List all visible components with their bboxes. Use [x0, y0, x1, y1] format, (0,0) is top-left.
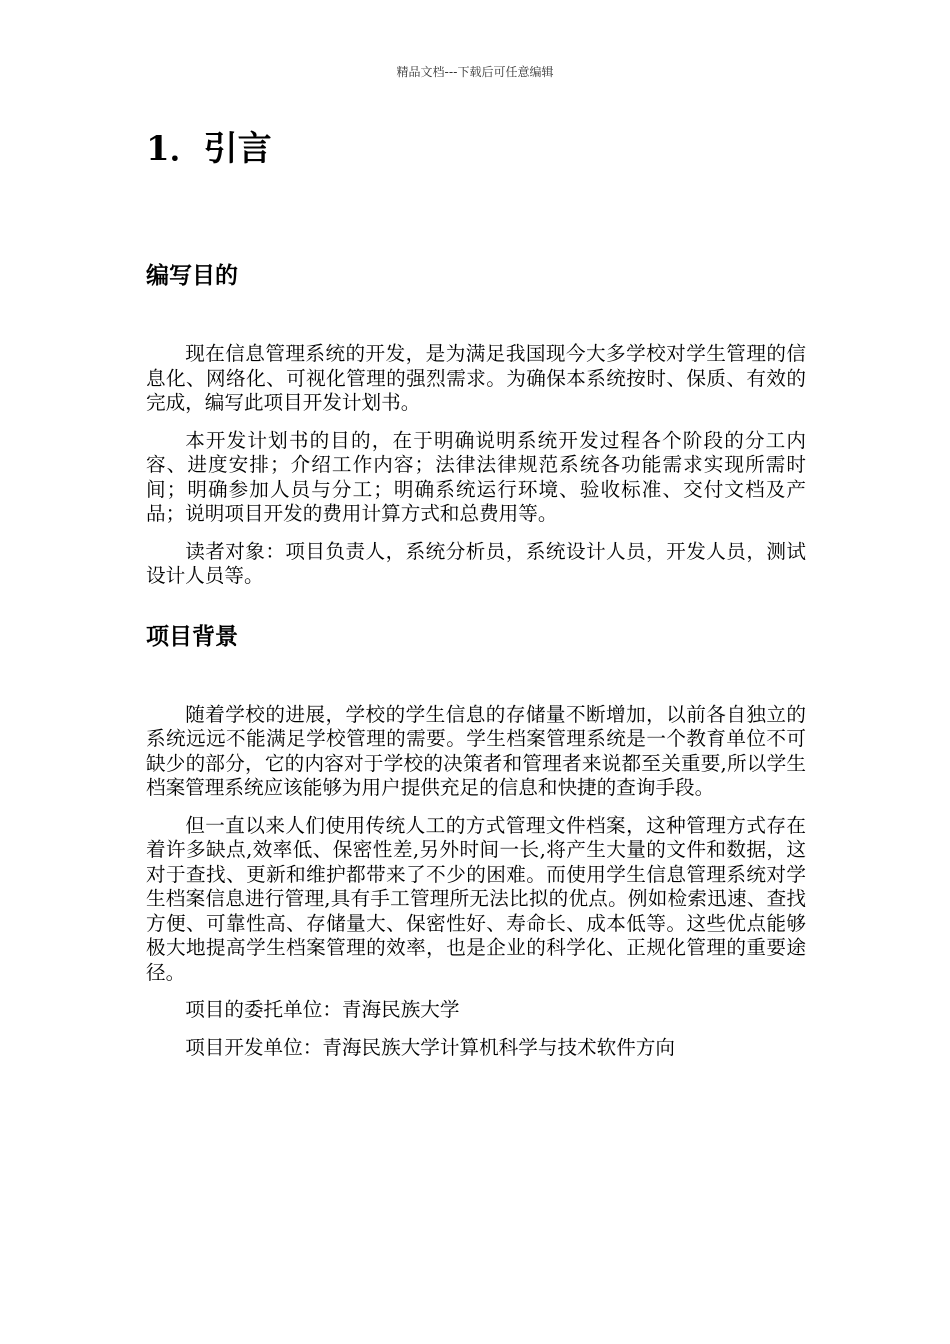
paragraph: 但一直以来人们使用传统人工的方式管理文件档案，这种管理方式存在着许多缺点,效率低、保密性差,另外时间一长,将产生大量的文件和数据，这对于查找、更新和维护都带来了不少的困难。而使用学生信息管理系统对学生档案信息进行管理,具有手工管理所无法比拟的优点。例如检索迅速、查找方便、可靠性高、存储量大、保密性好、寿命长、成本低等。这些优点能够极大地提高学生档案管理的效率，也是企业的科学化、正规化管理的重要途径。 — [146, 813, 806, 984]
paragraph: 本开发计划书的目的，在于明确说明系统开发过程各个阶段的分工内容、进度安排；介绍工作内容；法律法律规范系统各功能需求实现所需时间；明确参加人员与分工；明确系统运行环境、验收标准、交付文档及产品；说明项目开发的费用计算方式和总费用等。 — [146, 428, 806, 525]
paragraph: 读者对象：项目负责人，系统分析员，系统设计人员，开发人员，测试设计人员等。 — [146, 539, 806, 587]
chapter-title: 1．引言 — [146, 129, 272, 169]
client-unit-line: 项目的委托单位：青海民族大学 — [185, 998, 460, 1021]
section-body-background — [146, 703, 806, 1061]
developer-unit-line: 项目开发单位：青海民族大学计算机科学与技术软件方向 — [185, 1035, 676, 1059]
header-note: 精品文档---下载后可任意编辑 — [396, 65, 554, 79]
paragraph: 现在信息管理系统的开发，是为满足我国现今大多学校对学生管理的信息化、网络化、可视化管理的强烈需求。为确保本系统按时、保质、有效的完成，编写此项目开发计划书。 — [146, 342, 806, 414]
section-body-purpose — [146, 342, 806, 589]
paragraph: 随着学校的进展，学校的学生信息的存储量不断增加，以前各自独立的系统远远不能满足学校管理的需要。学生档案管理系统是一个教育单位不可缺少的部分，它的内容对于学校的决策者和管理者来说都至关重要,所以学生档案管理系统应该能够为用户提供充足的信息和快捷的查询手段。 — [146, 702, 806, 799]
section-title-background: 项目背景 — [146, 623, 238, 650]
section-title-purpose: 编写目的 — [146, 263, 238, 289]
document-content — [146, 126, 806, 1060]
